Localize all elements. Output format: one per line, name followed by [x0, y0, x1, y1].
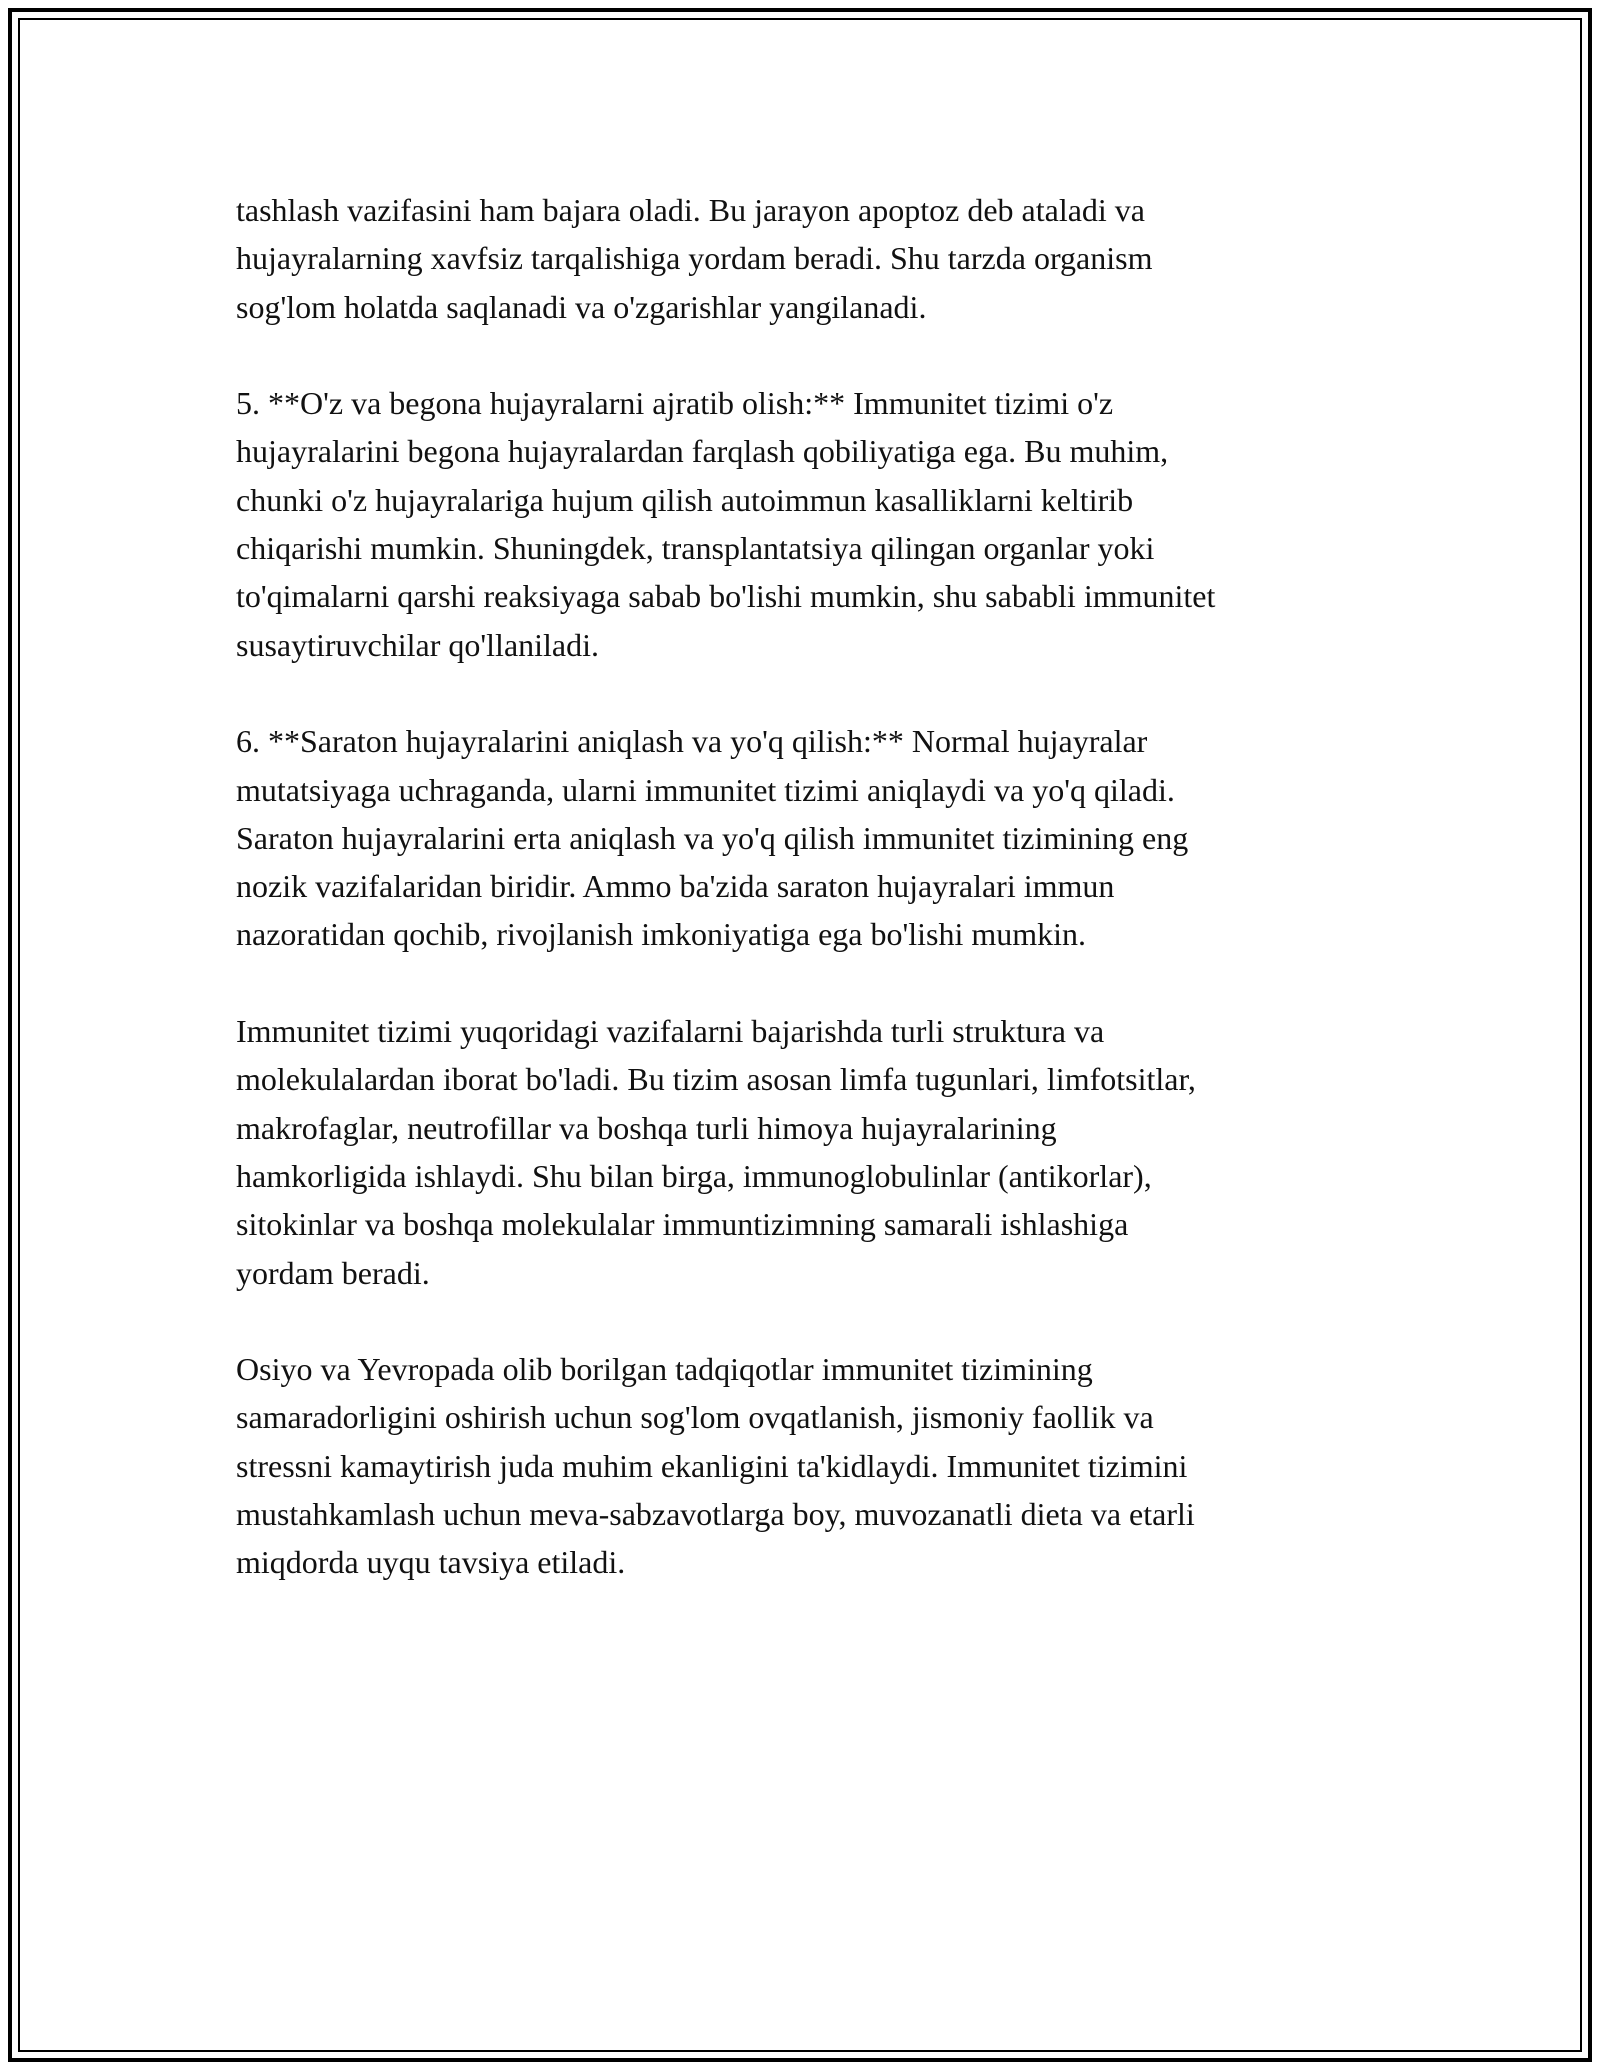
paragraph-immune-structures [236, 1007, 1396, 1297]
text-line: sog'lom holatda saqlanadi va o'zgarishlar yangilanadi. [236, 288, 927, 325]
text-line: hujayralarning xavfsiz tarqalishiga yordam beradi. Shu tarzda organism [236, 240, 1153, 277]
text-line: molekulalardan iborat bo'ladi. Bu tizim asosan limfa tugunlari, limfotsitlar, [236, 1061, 1196, 1098]
paragraph-item-6-cancer-cells [236, 717, 1396, 958]
text-line: to'qimalarni qarshi reaksiyaga sabab bo'lishi mumkin, shu sababli immunitet [236, 578, 1216, 615]
text-line: makrofaglar, neutrofillar va boshqa turli himoya hujayralarining [236, 1109, 1057, 1146]
text-line: chunki o'z hujayralariga hujum qilish autoimmun kasalliklarni keltirib [236, 481, 1134, 518]
text-line: 6. **Saraton hujayralarini aniqlash va yo'q qilish:** Normal hujayralar [236, 723, 1148, 760]
text-line: miqdorda uyqu tavsiya etiladi. [236, 1544, 626, 1581]
document-body [236, 186, 1396, 1635]
text-line: 5. **O'z va begona hujayralarni ajratib olish:** Immunitet tizimi o'z [236, 385, 1114, 422]
text-line: Immunitet tizimi yuqoridagi vazifalarni bajarishda turli struktura va [236, 1013, 1105, 1050]
text-line: samaradorligini oshirish uchun sog'lom ovqatlanish, jismoniy faollik va [236, 1399, 1154, 1436]
text-line: sitokinlar va boshqa molekulalar immuntizimning samarali ishlashiga [236, 1206, 1129, 1243]
text-line: mustahkamlash uchun meva-sabzavotlarga boy, muvozanatli dieta va etarli [236, 1496, 1195, 1533]
text-line: Osiyo va Yevropada olib borilgan tadqiqotlar immunitet tizimining [236, 1351, 1093, 1388]
text-line: chiqarishi mumkin. Shuningdek, transplantatsiya qilingan organlar yoki [236, 530, 1155, 567]
paragraph-research-recommendations [236, 1345, 1396, 1586]
text-line: mutatsiyaga uchraganda, ularni immunitet tizimi aniqlaydi va yo'q qiladi. [236, 771, 1175, 808]
text-line: nazoratidan qochib, rivojlanish imkoniyatiga ega bo'lishi mumkin. [236, 916, 1087, 953]
paragraph-item-5-self-nonself [236, 379, 1396, 669]
text-line: nozik vazifalaridan biridir. Ammo ba'zida saraton hujayralari immun [236, 868, 1115, 905]
text-line: Saraton hujayralarini erta aniqlash va yo'q qilish immunitet tizimining eng [236, 819, 1189, 856]
paragraph-apoptosis-continuation [236, 186, 1396, 331]
text-line: hujayralarini begona hujayralardan farqlash qobiliyatiga ega. Bu muhim, [236, 433, 1169, 470]
text-line: stressni kamaytirish juda muhim ekanligini ta'kidlaydi. Immunitet tizimini [236, 1447, 1188, 1484]
text-line: hamkorligida ishlaydi. Shu bilan birga, immunoglobulinlar (antikorlar), [236, 1157, 1152, 1194]
text-line: susaytiruvchilar qo'llaniladi. [236, 626, 600, 663]
text-line: tashlash vazifasini ham bajara oladi. Bu jarayon apoptoz deb ataladi va [236, 192, 1145, 228]
text-line: yordam beradi. [236, 1254, 430, 1291]
